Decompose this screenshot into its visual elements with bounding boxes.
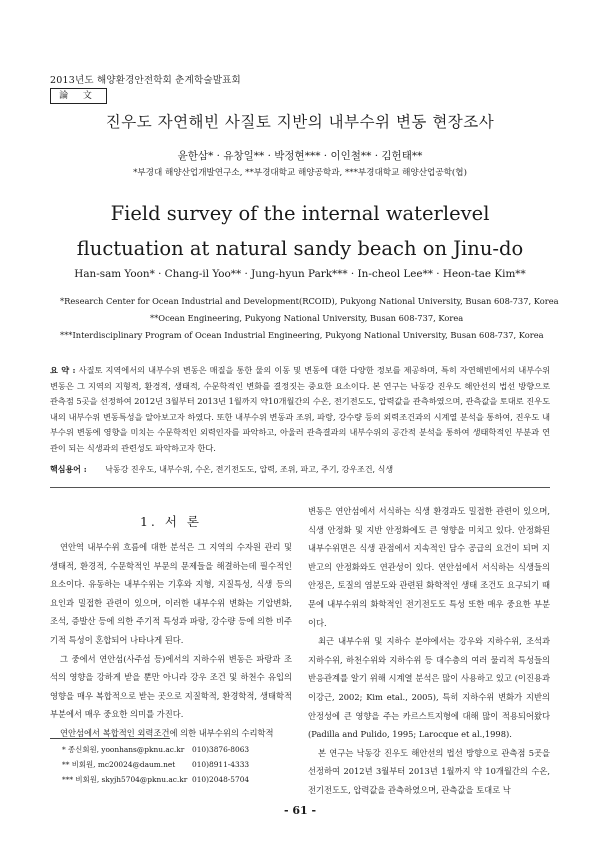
keywords-text: 낙동강 진우도, 내부수위, 수온, 전기전도도, 압력, 조위, 파고, 주기, 강우조건, 식생	[105, 465, 394, 474]
authors-english: Han-sam Yoon* · Chang-il Yoo** · Jung-hyun Park*** · In-cheol Lee** · Heon-tae Kim**	[74, 268, 526, 280]
keywords-label: 핵심용어 :	[50, 464, 87, 474]
divider	[50, 487, 550, 488]
footnote-phone: 010)3876-8063	[192, 745, 250, 754]
title-korean: 진우도 자연해빈 사질토 지반의 내부수위 변동 현장조사	[105, 113, 495, 131]
paragraph: 연안역 내부수위 흐름에 대한 분석은 그 지역의 수자원 관리 및 생태적, 환경적, 수문학적인 부문의 문제들을 해결하는데 필수적인 요소이다. 유동하는 내부수위는 기후와 지형, 지질특성, 식생 등의 요인과 밀접한 관련이 있으며, 이러한 내부수위 변화는 기압변화, 조석, 증발산 등에 의한 주기적 특성과 파랑, 강수량 등에 의한 비주기적 특성이 혼합되어 나타나게 된다.	[50, 542, 292, 645]
affiliations-korean: *부경대 해양산업개발연구소, **부경대학교 해양공학과, ***부경대학교 해양산업공학(협)	[133, 168, 467, 178]
affiliation-line: **Ocean Engineering, Pukyong National University, Busan 608-737, Korea	[150, 313, 464, 323]
footnote-row	[62, 742, 297, 757]
article-type-badge: 論 文	[50, 88, 107, 104]
keywords	[50, 464, 550, 475]
footnote-author: ** 비회원, mc20024@daum.net	[62, 760, 176, 769]
footnote-row	[62, 772, 297, 787]
page-number: - 61 -	[283, 804, 317, 817]
affiliations-english	[60, 293, 559, 344]
paragraph: 변동은 연안섬에서 서식하는 식생 환경과도 밀접한 관련이 있으며, 식생 안정화 및 지반 안정화에도 큰 영향을 미치고 있다. 안정화된 내부수위면은 식생 관점에서 지속적인 담수 공급의 요건이 되며 지반고의 안정화와도 연관성이 있다. 연안섬에서 서식하는 식생들의 안정은, 토질의 염분도와 관련된 화학적인 생태 조건도 요구되기 때문에 내부수위의 화학적인 전기전도도 특성 또한 매우 중요한 부분이다.	[308, 506, 550, 628]
footnote-phone: 010)2048-5704	[192, 775, 250, 784]
affiliation-line: *Research Center for Ocean Industrial and Development(RCOID), Pukyong National University, Busan 608-737, Korea	[60, 296, 559, 306]
affiliation-line: ***Interdisciplinary Program of Ocean Industrial Engineering, Pukyong National University, Busan 608-737, Korea	[60, 330, 544, 340]
paragraph: 최근 내부수위 및 지하수 분야에서는 강우와 지하수위, 조석과 지하수위, 하천수위와 지하수위 등 대수층의 여러 물리적 특성들의 반응관계를 알기 위해 시계열 분석은 많이 사용하고 있고 (이진용과 이강근, 2002; Kim etal., 2005), 특히 지하수위 변화가 지반의 안정성에 큰 영향을 주는 카르스트지형에 대해 많이 적용되어왔다(Padilla and Pulido, 1995; Larocque et al.,1998).	[308, 636, 550, 740]
conference-header: 2013년도 해양환경안전학회 춘계학술발표회	[50, 75, 241, 86]
abstract-label: 요 약 :	[50, 365, 76, 375]
footnote-row	[62, 757, 297, 772]
footnote-divider	[50, 738, 170, 739]
footnote-phone: 010)8911-4333	[192, 760, 250, 769]
right-column	[308, 502, 550, 800]
abstract-text: 사질토 지역에서의 내부수위 변동은 매질을 통한 물의 이동 및 변동에 대한 다양한 정보를 제공하며, 특히 자연해빈에서의 내부수위 변동은 그 지역의 지형적, 환경적, 생태적, 수문학적인 변화를 결정짓는 중요한 요소이다. 본 연구는 낙동강 진우도 해안선의 법선 방향으로 관측점 5곳을 선정하여 2012년 3월부터 2013년 1월까지 약10개월간의 수온, 전기전도도, 압력값을 관측하였으며, 관측값을 토대로 진우도 내의 내부수위 변동특성을 알아보고자 하였다. 또한 내부수위 변동과 조위, 파랑, 강수량 등의 외력조건과의 시계열 분석을 통하여, 진우도 내부수위 변동에 영향을 미치는 수문학적인 외력인자를 파악하고, 아울러 관측결과의 내부수위의 공간적 분석을 통하여 생태학적인 부분과 연관이 되는 식생과의 관련성도 파악하고자 한다.	[50, 365, 551, 453]
footnote-author: * 종신회원, yoonhans@pknu.ac.kr	[62, 745, 185, 754]
section-title: 1. 서 론	[139, 514, 203, 529]
paragraph: 연안섬에서 복합적인 외력조건에 의한 내부수위의 수리학적	[60, 727, 274, 738]
footnotes	[62, 742, 297, 787]
paragraph: 본 연구는 낙동강 진우도 해안선의 법선 방향으로 관측점 5곳을 선정하여 2012년 3월부터 2013년 1월까지 약 10개월간의 수온, 전기전도도, 압력값을 관측하였으며, 관측값을 토대로 낙	[308, 747, 550, 795]
paragraph: 그 중에서 연안섬(사주섬 등)에서의 지하수위 변동은 파랑과 조석의 영향을 강하게 받을 뿐만 아니라 강우 조건 및 하천수 유입의 영향을 매우 복합적으로 받는 곳으로 지질학적, 환경학적, 생태학적 부분에서 매우 중요한 의미를 가진다.	[50, 653, 292, 720]
footnote-author: *** 비회원, skyjh5704@pknu.ac.kr	[62, 775, 188, 784]
authors-korean: 윤한삼* · 유창일** · 박정현*** · 이인철** · 김헌태**	[177, 150, 423, 162]
left-column	[50, 538, 292, 743]
abstract	[50, 363, 550, 457]
title-english: Field survey of the internal waterlevel fluctuation at natural sandy beach on Jinu-do	[76, 202, 524, 260]
